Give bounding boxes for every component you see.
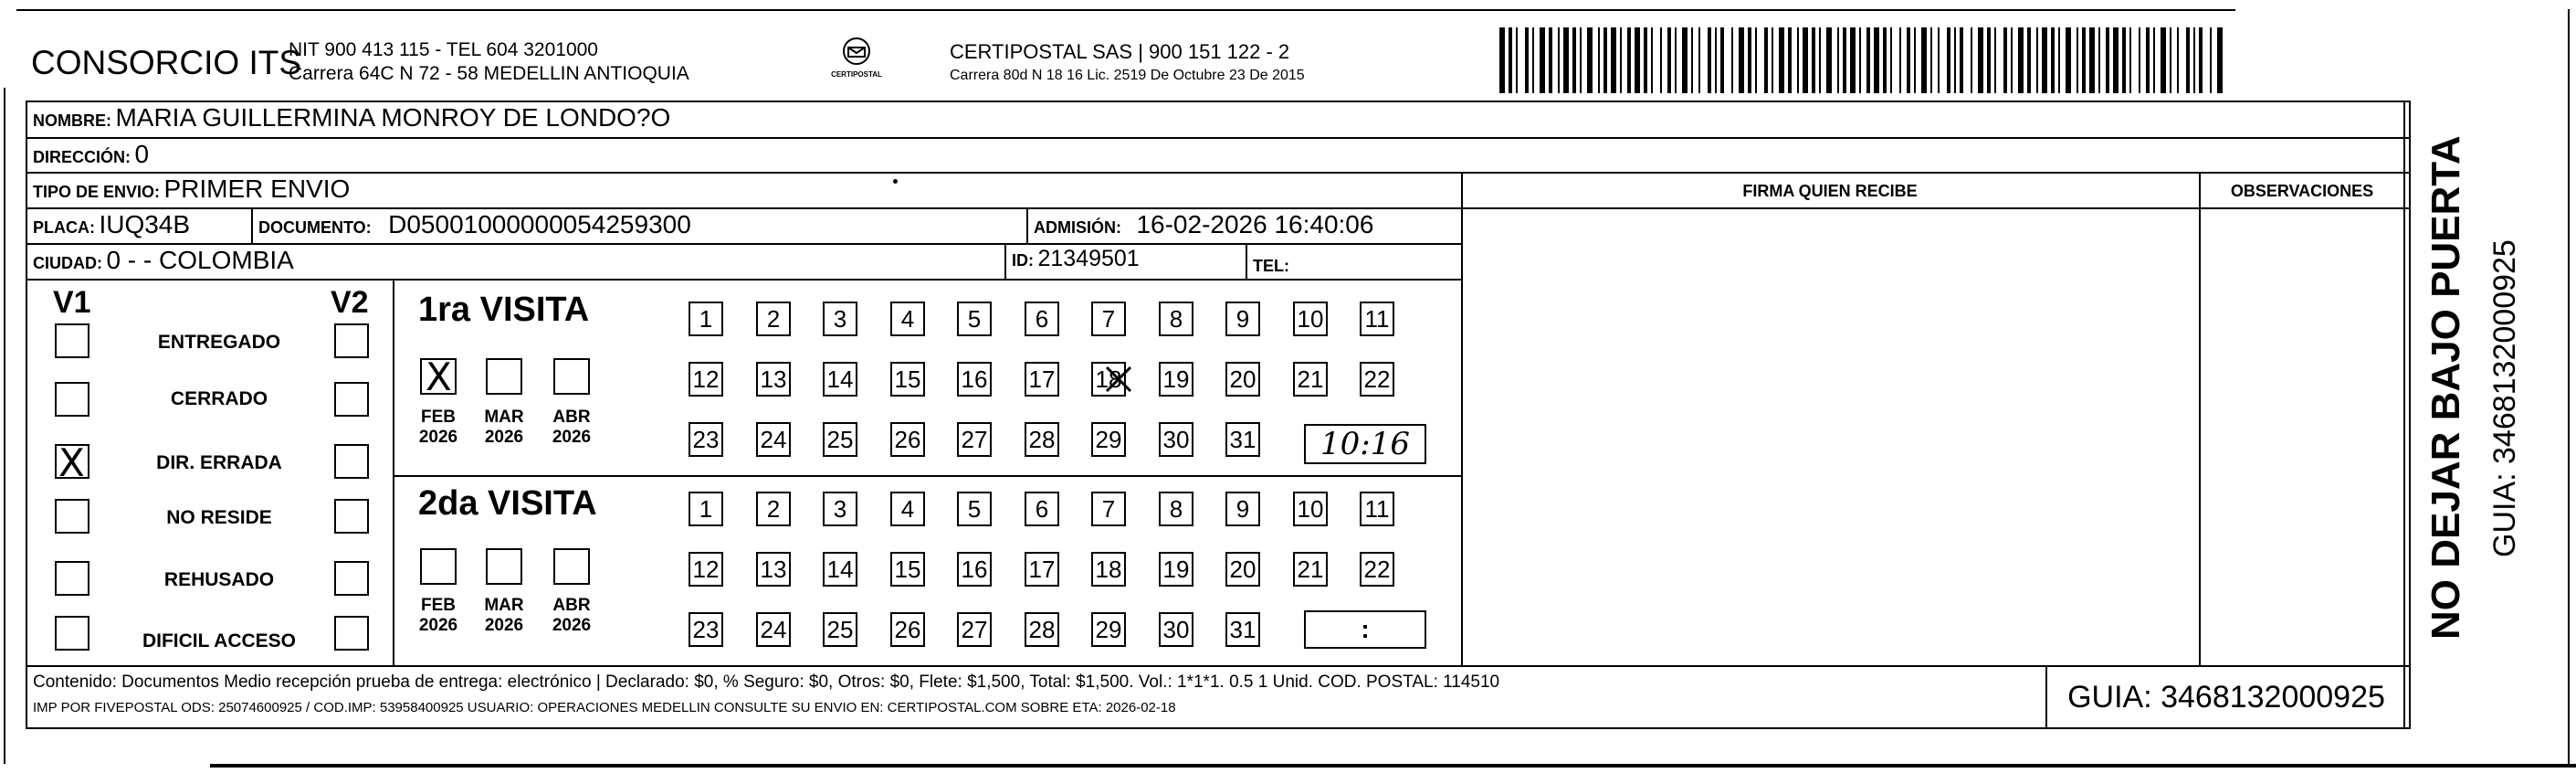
ciudad-label: CIUDAD: (33, 254, 102, 272)
second-visit-day-box[interactable]: 1 (689, 492, 723, 526)
barcode-bar (2098, 27, 2100, 93)
reason-dificil-acceso: DIFICIL ACCESO (142, 630, 296, 651)
barcode-bar (1525, 27, 1529, 93)
tipo-row (33, 175, 350, 204)
col-line (393, 279, 394, 665)
second-visit-day-box[interactable]: 12 (689, 552, 723, 587)
first-visit-day-box[interactable]: 13 (756, 362, 791, 397)
side-guia: GUIA: 3468132000925 (2487, 239, 2522, 557)
second-visit-day-box[interactable]: 16 (957, 552, 992, 587)
strike-mark-icon (1101, 362, 1136, 397)
second-visit-day-box[interactable]: 27 (957, 612, 992, 647)
second-visit-day-box[interactable]: 4 (890, 492, 925, 526)
first-visit-day-box[interactable]: 9 (1225, 302, 1260, 336)
company-nit: NIT 900 413 115 - TEL 604 3201000 (289, 39, 598, 60)
nombre-value: MARIA GUILLERMINA MONROY DE LONDO?O (115, 103, 671, 132)
reason-entregado: ENTREGADO (157, 332, 281, 353)
first-visit-day-box[interactable]: 3 (823, 302, 857, 336)
top-rule (16, 9, 2235, 11)
barcode-bar (1899, 27, 1901, 93)
placa-cell (33, 210, 190, 239)
first-abr-checkbox[interactable] (553, 358, 590, 395)
v1-rehusado-checkbox[interactable] (55, 561, 89, 596)
barcode (1498, 27, 2228, 93)
barcode-bar (1651, 27, 1653, 93)
first-visit-day-box[interactable]: 29 (1091, 422, 1126, 457)
first-visit-day-box[interactable]: 28 (1025, 422, 1059, 457)
second-month-feb: FEB 2026 (418, 596, 458, 635)
carrier-address: Carrera 80d N 18 16 Lic. 2519 De Octubre 23 De 2015 (950, 68, 1305, 83)
second-visit-day-box[interactable]: 6 (1025, 492, 1059, 526)
second-visit-day-box[interactable]: 21 (1293, 552, 1328, 587)
barcode-bar (1587, 27, 1593, 93)
barcode-bar (1540, 27, 1545, 93)
barcode-bar (1994, 27, 1996, 93)
tel-label: TEL: (1253, 257, 1289, 275)
left-rule (4, 88, 5, 764)
v2-dificil-acceso-checkbox[interactable] (334, 616, 369, 651)
col-line (2045, 665, 2047, 729)
check-mark: X (426, 355, 452, 399)
barcode-bar (1558, 27, 1560, 93)
v1-label: V1 (53, 285, 91, 320)
barcode-bar (2036, 27, 2038, 93)
barcode-bar (1850, 27, 1856, 93)
reason-dir-errada: DIR. ERRADA (156, 452, 282, 473)
barcode-bar (1859, 27, 1861, 93)
barcode-bar (1627, 27, 1631, 93)
first-visit-day-box[interactable]: 17 (1025, 362, 1059, 397)
barcode-bar (1779, 27, 1784, 93)
barcode-bar (2082, 27, 2086, 93)
observaciones-label: OBSERVACIONES (2230, 182, 2374, 200)
barcode-bar (1509, 27, 1512, 93)
second-month-abr: ABR 2026 (552, 596, 592, 635)
second-visit-day-box[interactable]: 19 (1159, 552, 1193, 587)
barcode-bar (1843, 27, 1846, 93)
first-visit-day-box[interactable]: 10 (1293, 302, 1328, 336)
first-visit-day-box[interactable]: 5 (957, 302, 992, 336)
first-visit-day-box[interactable]: 12 (689, 362, 723, 397)
barcode-bar (1938, 27, 1940, 93)
barcode-bar (2122, 27, 2126, 93)
second-visit-day-box[interactable]: 9 (1225, 492, 1260, 526)
tipo-label: TIPO DE ENVIO: (33, 183, 161, 201)
barcode-bar (2058, 27, 2060, 93)
first-time-value: 10:16 (1320, 426, 1410, 462)
barcode-bar (1772, 27, 1773, 93)
row-line (1461, 207, 2411, 209)
ciudad-value: 0 - - COLOMBIA (106, 246, 294, 274)
v2-dir-errada-checkbox[interactable] (334, 444, 369, 479)
second-time-value: : (1361, 615, 1370, 643)
reason-no-reside: NO RESIDE (166, 507, 272, 528)
barcode-bar (1620, 27, 1622, 93)
v2-cerrado-checkbox[interactable] (334, 382, 369, 417)
first-visit-day-box[interactable]: 18 (1091, 362, 1126, 397)
barcode-bar (1667, 27, 1671, 93)
col-line (2403, 101, 2405, 729)
first-visit-day-box[interactable]: 25 (823, 422, 857, 457)
barcode-bar (1635, 27, 1640, 93)
admision-label: ADMISIÓN: (1034, 218, 1121, 237)
barcode-bar (1987, 27, 1991, 93)
v1-dir-errada-checkbox[interactable] (55, 440, 89, 485)
second-visit-day-box[interactable]: 20 (1225, 552, 1260, 587)
barcode-bar (1563, 27, 1569, 93)
first-visit-day-box[interactable]: 19 (1159, 362, 1193, 397)
v2-entregado-checkbox[interactable] (334, 323, 369, 358)
company-address: Carrera 64C N 72 - 58 MEDELLIN ANTIOQUIA (289, 63, 689, 84)
first-visit-day-box[interactable]: 26 (890, 422, 925, 457)
second-visit-day-box[interactable]: 7 (1091, 492, 1126, 526)
barcode-bar (1644, 27, 1647, 93)
reason-cerrado: CERRADO (170, 388, 268, 409)
barcode-bar (1930, 27, 1932, 93)
logo-text: CERTIPOSTAL (831, 70, 882, 79)
second-mar-checkbox[interactable] (486, 548, 522, 585)
barcode-bar (1532, 27, 1534, 93)
first-visit-day-box[interactable]: 1 (689, 302, 723, 336)
first-visit-day-box[interactable]: 22 (1360, 362, 1394, 397)
barcode-bar (1837, 27, 1839, 93)
second-visit-day-box[interactable]: 8 (1159, 492, 1193, 526)
second-visit-day-box[interactable]: 24 (756, 612, 791, 647)
col-line (251, 207, 253, 243)
barcode-bar (2210, 27, 2212, 93)
first-visit-day-box[interactable]: 14 (823, 362, 857, 397)
second-visit-day-box[interactable]: 22 (1360, 552, 1394, 587)
first-visit-day-box[interactable]: 15 (890, 362, 925, 397)
first-visit-label: 1ra VISITA (418, 291, 590, 329)
guia-box (2053, 680, 2400, 715)
barcode-bar (1866, 27, 1870, 93)
second-feb-checkbox[interactable] (420, 548, 457, 585)
first-visit-day-box[interactable]: 24 (756, 422, 791, 457)
barcode-bar (2066, 27, 2071, 93)
direccion-value: 0 (134, 140, 150, 168)
check-mark: X (58, 440, 85, 485)
barcode-bar (2129, 27, 2131, 93)
barcode-bar (1978, 27, 1983, 93)
first-month-feb: FEB 2026 (418, 408, 458, 447)
barcode-bar (2042, 27, 2047, 93)
second-visit-day-box[interactable]: 28 (1025, 612, 1059, 647)
second-visit-day-box[interactable]: 14 (823, 552, 857, 587)
row-line (26, 665, 2411, 667)
barcode-bar (2011, 27, 2013, 93)
barcode-bar (2027, 27, 2031, 93)
barcode-bar (2186, 27, 2190, 93)
col-line (1461, 172, 1463, 665)
id-value: 21349501 (1037, 246, 1140, 271)
second-visit-day-box[interactable]: 13 (756, 552, 791, 587)
v2-no-reside-checkbox[interactable] (334, 499, 369, 534)
barcode-bar (2153, 27, 2155, 93)
certipostal-logo (831, 37, 882, 88)
second-visit-day-box[interactable]: 18 (1091, 552, 1126, 587)
first-visit-day-box[interactable]: 7 (1091, 302, 1126, 336)
nombre-row (33, 103, 670, 132)
barcode-bar (1890, 27, 1892, 93)
barcode-bar (1826, 27, 1832, 93)
second-visit-day-box[interactable]: 17 (1025, 552, 1059, 587)
tipo-value: PRIMER ENVIO (163, 175, 351, 203)
documento-label: DOCUMENTO: (258, 218, 372, 237)
second-visit-label: 2da VISITA (418, 484, 597, 523)
second-visit-day-box[interactable]: 11 (1360, 492, 1394, 526)
barcode-bar (1516, 27, 1518, 93)
ciudad-cell (33, 246, 294, 275)
col-line (1004, 243, 1006, 279)
row-line (393, 475, 1461, 477)
v1-no-reside-checkbox[interactable] (55, 499, 89, 534)
barcode-bar (2089, 27, 2095, 93)
admision-value: 16-02-2026 16:40:06 (1136, 210, 1374, 238)
documento-cell (258, 210, 691, 239)
first-visit-day-box[interactable]: 21 (1293, 362, 1328, 397)
barcode-bar (1598, 27, 1600, 93)
first-feb-checkbox[interactable] (420, 355, 457, 399)
barcode-bar (1549, 27, 1552, 93)
day-18-strike-mark (1101, 362, 1136, 397)
first-visit-day-box[interactable]: 16 (957, 362, 992, 397)
barcode-bar (2217, 27, 2223, 93)
second-visit-day-box[interactable]: 29 (1091, 612, 1126, 647)
barcode-bar (1675, 27, 1677, 93)
documento-value: D05001000000054259300 (388, 210, 691, 238)
barcode-bar (1947, 27, 1950, 93)
barcode-bar (2161, 27, 2166, 93)
dot-mark (893, 179, 898, 184)
barcode-bar (2077, 27, 2078, 93)
barcode-bar (1914, 27, 1916, 93)
second-visit-day-box[interactable]: 23 (689, 612, 723, 647)
second-abr-checkbox[interactable] (553, 548, 590, 585)
admision-cell (1034, 210, 1373, 239)
barcode-bar (1812, 27, 1815, 93)
barcode-bar (2199, 27, 2203, 93)
bottom-rule (210, 764, 2576, 768)
right-rule (2568, 9, 2570, 768)
barcode-bar (1819, 27, 1821, 93)
barcode-bar (1572, 27, 1576, 93)
first-visit-day-box[interactable]: 11 (1360, 302, 1394, 336)
id-label: ID: (1012, 251, 1034, 270)
col-line (1246, 243, 1247, 279)
barcode-bar (1580, 27, 1582, 93)
barcode-bar (2170, 27, 2171, 93)
first-visit-day-box[interactable]: 8 (1159, 302, 1193, 336)
barcode-bar (1788, 27, 1792, 93)
barcode-bar (1960, 27, 1963, 93)
first-visit-day-box[interactable]: 4 (890, 302, 925, 336)
nombre-label: NOMBRE: (33, 111, 111, 130)
col-line (2199, 172, 2201, 665)
barcode-bar (1921, 27, 1927, 93)
envelope-logo-icon (838, 37, 875, 68)
first-visit-day-box[interactable]: 31 (1225, 422, 1260, 457)
row-line (26, 172, 2411, 174)
barcode-bar (2051, 27, 2055, 93)
barcode-bar (2146, 27, 2150, 93)
barcode-bar (1797, 27, 1799, 93)
second-month-mar: MAR 2026 (484, 596, 524, 635)
first-visit-day-box[interactable]: 2 (756, 302, 791, 336)
second-visit-day-box[interactable]: 25 (823, 612, 857, 647)
first-visit-day-box[interactable]: 20 (1225, 362, 1260, 397)
barcode-bar (1715, 27, 1717, 93)
barcode-bar (1739, 27, 1744, 93)
barcode-bar (1907, 27, 1910, 93)
barcode-image (1498, 27, 2228, 93)
reason-rehusado: REHUSADO (163, 569, 275, 590)
v2-rehusado-checkbox[interactable] (334, 561, 369, 596)
placa-label: PLACA: (33, 218, 95, 237)
barcode-bar (1708, 27, 1711, 93)
second-visit-day-box[interactable]: 26 (890, 612, 925, 647)
second-visit-day-box[interactable]: 30 (1159, 612, 1193, 647)
barcode-bar (1603, 27, 1607, 93)
first-month-mar: MAR 2026 (484, 408, 524, 447)
second-visit-day-box[interactable]: 5 (957, 492, 992, 526)
barcode-bar (1499, 27, 1505, 93)
placa-value: IUQ34B (99, 210, 191, 238)
barcode-bar (1954, 27, 1956, 93)
barcode-bar (1698, 27, 1700, 93)
first-visit-day-box[interactable]: 30 (1159, 422, 1193, 457)
barcode-bar (2177, 27, 2179, 93)
contenido-line: Contenido: Documentos Medio recepción prueba de entrega: electrónico | Declarado: $0, % Seguro: $0, Otros: $0, Flete: $1,500, Total: $1,500. Vol.: 1*1*1. 0.5 1 Unid. COD. POSTAL: 114510 (33, 672, 1500, 692)
row-line (26, 137, 2411, 139)
barcode-bar (1748, 27, 1751, 93)
barcode-bar (1803, 27, 1808, 93)
barcode-bar (2193, 27, 2195, 93)
first-visit-day-box[interactable]: 23 (689, 422, 723, 457)
second-visit-day-box[interactable]: 3 (823, 492, 857, 526)
v1-dificil-acceso-checkbox[interactable] (55, 616, 89, 651)
barcode-bar (1755, 27, 1757, 93)
barcode-bar (1883, 27, 1887, 93)
imp-line: IMP POR FIVEPOSTAL ODS: 25074600925 / COD.IMP: 53958400925 USUARIO: OPERACIONES MEDELLIN CONSULTE SU ENVIO EN: CERTIPOSTAL.COM SOBRE ETA: 2026-02-18 (33, 700, 1176, 715)
barcode-bar (1682, 27, 1688, 93)
second-visit-day-box[interactable]: 31 (1225, 612, 1260, 647)
id-cell (1012, 246, 1140, 272)
tel-cell (1253, 249, 1289, 278)
company-name: CONSORCIO ITS (31, 44, 302, 81)
barcode-bar (1660, 27, 1662, 93)
v2-label: V2 (331, 285, 369, 320)
second-time-box[interactable] (1304, 610, 1426, 649)
barcode-bar (1764, 27, 1768, 93)
barcode-bar (1731, 27, 1733, 93)
barcode-bar (1874, 27, 1879, 93)
direccion-row (33, 140, 149, 169)
second-visit-day-box[interactable]: 15 (890, 552, 925, 587)
first-mar-checkbox[interactable] (486, 358, 522, 395)
barcode-bar (2139, 27, 2140, 93)
barcode-bar (2003, 27, 2007, 93)
v1-cerrado-checkbox[interactable] (55, 382, 89, 417)
barcode-bar (1611, 27, 1616, 93)
second-visit-day-box[interactable]: 2 (756, 492, 791, 526)
first-visit-day-box[interactable]: 27 (957, 422, 992, 457)
first-visit-day-box[interactable]: 6 (1025, 302, 1059, 336)
guia-box-value: GUIA: 3468132000925 (2067, 680, 2385, 715)
v1-entregado-checkbox[interactable] (55, 323, 89, 358)
first-time-box[interactable] (1304, 424, 1426, 464)
barcode-bar (1720, 27, 1724, 93)
direccion-label: DIRECCIÓN: (33, 148, 131, 166)
firma-label: FIRMA QUIEN RECIBE (1742, 182, 1918, 200)
barcode-bar (1691, 27, 1693, 93)
col-line (1026, 207, 1028, 243)
second-visit-day-box[interactable]: 10 (1293, 492, 1328, 526)
carrier-name: CERTIPOSTAL SAS | 900 151 122 - 2 (950, 40, 1290, 63)
barcode-bar (2106, 27, 2109, 93)
barcode-bar (1971, 27, 1972, 93)
no-dejar-bajo-puerta: NO DEJAR BAJO PUERTA (2424, 135, 2468, 640)
row-line (26, 279, 1461, 281)
first-month-abr: ABR 2026 (552, 408, 592, 447)
barcode-bar (2113, 27, 2119, 93)
barcode-bar (2018, 27, 2024, 93)
